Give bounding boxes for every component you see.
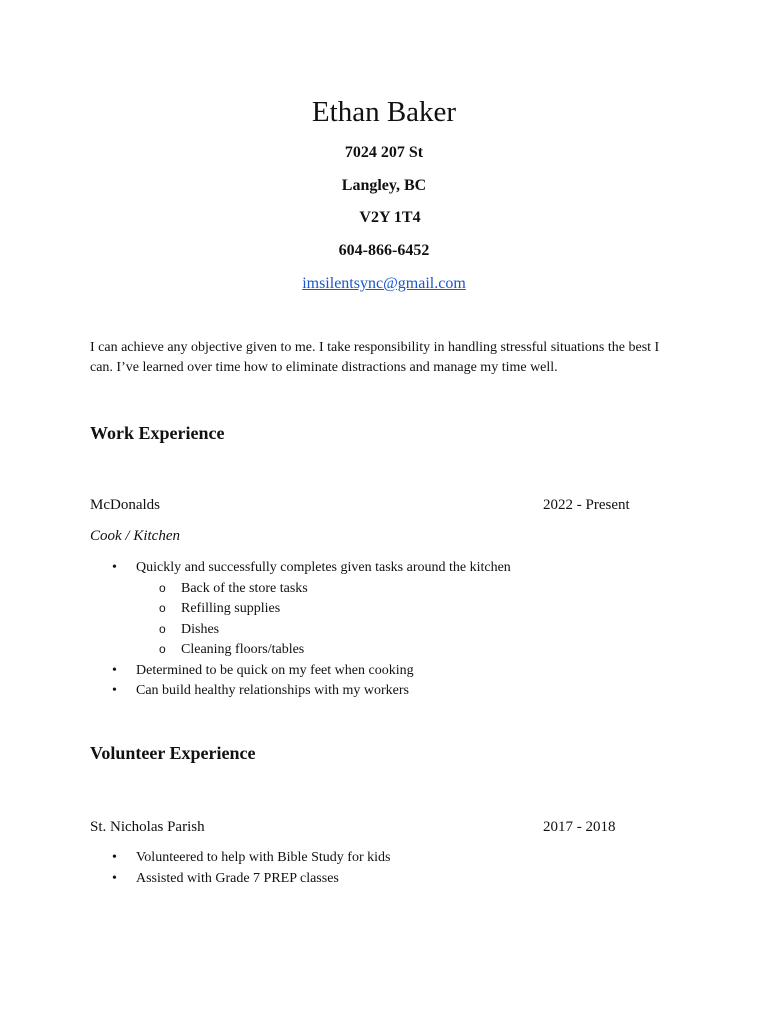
work-bullet-text: Quickly and successfully completes given tasks around the kitchen [136,560,511,575]
volunteer-organization: St. Nicholas Parish [90,819,205,835]
work-experience-heading: Work Experience [90,423,225,443]
email-link[interactable]: imsilentsync@gmail.com [302,275,466,292]
email-line [0,274,768,294]
list-item: • Determined to be quick on my feet when cooking [90,661,690,682]
volunteer-dates: 2017 - 2018 [543,819,616,835]
work-dates: 2022 - Present [543,497,630,513]
resume-name: Ethan Baker [311,96,457,128]
list-item: o Refilling supplies [136,599,690,620]
work-role: Cook / Kitchen [90,528,180,544]
list-item: o Dishes [136,620,690,641]
list-item [90,558,690,661]
phone-number: 604-866-6452 [338,242,430,259]
list-item: • Assisted with Grade 7 PREP classes [90,869,690,890]
work-bullet-list [90,558,690,702]
address-postal: V2Y 1T4 [359,209,421,226]
address-street: 7024 207 St [344,144,424,161]
work-employer: McDonalds [90,497,160,513]
list-item: • Can build healthy relationships with my workers [90,681,690,702]
summary-paragraph: I can achieve any objective given to me. I take responsibility in handling stressful situations the best I can. I’ve learned over time how to eliminate distractions and manage my time well. [90,340,660,375]
work-sub-list [136,579,690,661]
volunteer-bullet-list [90,848,690,889]
address-city: Langley, BC [341,177,427,194]
list-item: o Cleaning floors/tables [136,640,690,661]
list-item: o Back of the store tasks [136,579,690,600]
list-item: • Volunteered to help with Bible Study for kids [90,848,690,869]
volunteer-experience-heading: Volunteer Experience [90,743,256,763]
